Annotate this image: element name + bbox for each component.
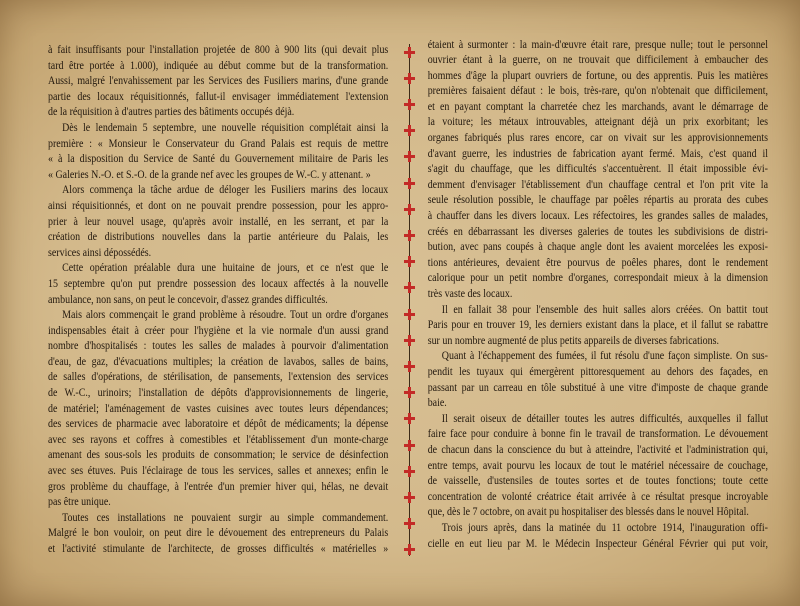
text-line: d'avant guerre, les industries de fabrication ayant fermé. Mais, c'est quand il [427, 145, 768, 160]
text-line: très vaste des locaux. [427, 286, 513, 300]
red-cross-icon [404, 99, 415, 110]
text-line: ouvrier étant à la guerre, on ne trouvait que difficilement à embaucher des [427, 52, 768, 67]
text-line: Il en fallait 38 pour l'ensemble des huit salles alors créées. On battit tout [441, 301, 768, 316]
red-cross-icon [404, 413, 415, 424]
text-line: Mais alors commençait le grand problème à résoudre. Tout un ordre d'organes [62, 307, 389, 322]
paragraph [428, 520, 768, 551]
text-line: à fait insuffisants pour l'installation projetée de 800 à 900 lits (qui devait plus [48, 42, 389, 56]
paragraph [428, 37, 768, 302]
text-line: ainsi réquisitionnés, et dont on ne pouvait prendre possession, pour les appro- [48, 197, 389, 212]
center-rule [409, 44, 410, 556]
text-line: la voiture; les métaux introuvables, atteignant déjà un prix exorbitant; les [427, 114, 768, 129]
text-line: services ainsi dépossédés. [48, 244, 152, 259]
text-line: Paris pour en trouver 19, les derniers existant dans la place, et il fallut se rabattre [427, 317, 768, 332]
text-line: première : « Monsieur le Conservateur du Grand Palais est requis de mettre [48, 135, 389, 150]
text-line: Toutes ces installations ne pouvaient surgir au simple commandement. [62, 509, 389, 524]
text-line: prier à leur nouvel usage, qu'après avoir installé, en les serrant, et par la [48, 213, 389, 228]
red-cross-icon [404, 544, 415, 555]
text-line: ambulance, non sans, on peut le concevoir, d'assez grandes difficultés. [48, 291, 328, 306]
text-line: hommes d'âge la plupart ouvriers de fortune, ou des apprentis. Puis les matières [427, 67, 768, 82]
text-line: pas être unique. [48, 494, 111, 509]
red-cross-icon [404, 178, 415, 189]
text-line: « à la disposition du Service de Santé du Gouvernement militaire de Paris les [48, 151, 389, 166]
text-line: des services de pharmacie avec laboratoire et dépôt de médicaments; la dépense [48, 416, 389, 431]
text-line: de vaisselle, d'ustensiles de toutes sortes et de toutes fonctions; toute cette [427, 473, 768, 488]
text-line: et en payant comptant la charretée chez les marchands, avant le démarrage de [427, 98, 768, 113]
text-line: de la réquisition à d'autres parties des bâtiments occupés déjà. [48, 104, 295, 119]
text-line: concentration de volonté créatrice était arrivée à ce résultat presque incroyable [427, 488, 768, 503]
red-cross-icon [404, 73, 415, 84]
left-page-text [48, 42, 388, 557]
text-line: Il serait oiseux de détailler toutes les autres difficultés, auxquelles il fallut [441, 410, 768, 425]
right-page-text [428, 37, 768, 552]
text-line: avec ses étuves. Puis l'éclairage de tous les services, salles et annexes; enfin le [48, 463, 389, 478]
text-line: d'eau, de gaz, d'évacuations multiples; la création de lavabos, salles de bains, [48, 353, 389, 368]
text-line: faire face pour conduire à bonne fin le travail de transformation. Le dévouement [427, 426, 768, 441]
red-cross-icon [404, 230, 415, 241]
text-line: Cette opération préalable dura une huitaine de jours, et ce n'est que le [62, 260, 389, 275]
text-line: cielle en eut lieu par M. le Médecin Inspecteur Général Février qui put voir, [427, 535, 768, 550]
paragraph [48, 120, 388, 182]
paragraph [48, 260, 388, 307]
text-line: 15 septembre qu'on put prendre possession des locaux affectés à la nouvelle [48, 275, 389, 290]
paragraph [428, 348, 768, 410]
red-cross-icon [404, 335, 415, 346]
text-line: premières faisaient défaut : le bois, très-rare, qu'on n'obtenait que difficilement, [427, 83, 768, 98]
text-line: pendit les tuyaux qui émergèrent pittoresquement au dehors des façades, en [427, 363, 768, 378]
red-cross-icon [404, 282, 415, 293]
red-cross-icon [404, 309, 415, 320]
text-line: que, dès le 7 octobre, on avait pu hospitaliser des blessés dans le nouvel Hôpital. [427, 504, 749, 519]
text-line: Quant à l'échappement des fumées, il fut résolu d'une façon simpliste. On sus- [441, 348, 768, 363]
text-line: tard être portée à 1.000), indiquée au début comme but de la transformation. [48, 57, 389, 72]
cross-border-ornament [403, 44, 416, 556]
text-line: gros problème du chauffage, à l'entrée d'un premier hiver qui, hélas, ne devait [48, 478, 389, 493]
text-line: tions antérieures, devaient être pourvus de poêles phares, dont le rendement [427, 254, 768, 269]
paragraph [48, 42, 388, 120]
paragraph [428, 302, 768, 349]
text-line: créés en débarrassant les diverses galeries de toutes les subdivisions de distri- [427, 223, 768, 238]
text-line: Dès le lendemain 5 septembre, une nouvelle réquisition complétait ainsi la [62, 119, 389, 134]
text-line: organes fabriqués plus rares encore, car on vivait sur les approvisionnements [427, 130, 768, 145]
text-line: Malgré le bon vouloir, on peut dire le dévouement des entrepreneurs du Palais [48, 525, 389, 540]
text-line: calorique pour un petit nombre d'organes, correspondait mieux à la dimension [427, 270, 768, 285]
text-line: et l'activité stimulante de l'architecte, de grosses difficultés « matérielles » [48, 541, 389, 555]
red-cross-icon [404, 204, 415, 215]
red-cross-icon [404, 466, 415, 477]
red-cross-icon [404, 518, 415, 529]
text-line: bution, avec pans coupés à chaque angle dont les avaient morcelées les exposi- [427, 239, 768, 254]
paragraph [48, 182, 388, 260]
text-line: demment d'envisager l'établissement d'un chauffage central et l'on prit vite la [427, 176, 768, 191]
text-line: « Galeries N.-O. et S.-O. de la grande nef avec les groupes de W.-C. y attenant. » [48, 166, 371, 181]
red-cross-icon [404, 47, 415, 58]
text-line: sur un nombre augmenté de plus petits appareils de diverses fabrications. [427, 332, 719, 347]
text-line: de chacun dans la conscience du but à atteindre, l'activité et l'administration qui, [427, 441, 768, 456]
text-line: s'agit du chauffage, que les difficultés s'accentuèrent. Il était impossible évi- [427, 161, 768, 176]
text-line: nombre d'hospitalisés : toutes les salles de malades à pourvoir d'alimentation [48, 338, 389, 353]
red-cross-icon [404, 387, 415, 398]
text-line: passant par un carreau en tôle substitué à une vitre d'imposte de chaque grande [427, 379, 768, 394]
text-line: de W.-C., urinoirs; l'installation de dépôts d'approvisionnements de lingerie, [48, 385, 389, 400]
red-cross-icon [404, 256, 415, 267]
text-line: Alors commença la tâche ardue de déloger les Fusiliers marins des locaux [62, 182, 389, 197]
text-line: baie. [427, 395, 447, 410]
paragraph [428, 411, 768, 520]
text-line: entre temps, avait pourvu les locaux de tout le matériel nécessaire de couchage, [427, 457, 768, 472]
text-line: à chauffer dans les divers locaux. Les réfectoires, les grandes salles de malades, [427, 208, 768, 223]
text-line: seule résolution possible, le chauffage par poêles répartis au prorata des cubes [427, 192, 768, 207]
text-line: Aussi, malgré l'envahissement par les Services des Fusiliers marins, d'une grande [48, 73, 389, 88]
red-cross-icon [404, 361, 415, 372]
red-cross-icon [404, 492, 415, 503]
text-line: création de distributions nouvelles dans la partie antérieure du Palais, les [48, 229, 389, 244]
red-cross-icon [404, 125, 415, 136]
text-line: de matériel; l'aménagement de vastes cuisines avec toutes leurs dépendances; [48, 400, 389, 415]
text-line: indispensables était à créer pour l'hygiène et la vie normale d'un aussi grand [48, 322, 389, 337]
paragraph [48, 307, 388, 510]
red-cross-icon [404, 151, 415, 162]
text-line: de salles d'opérations, de stérilisation, de pansements, l'extension des services [48, 369, 389, 384]
text-line: amenant des sous-sols les produits de consommation; le service de désinfection [48, 447, 389, 462]
text-line: partie des locaux réquisitionnés, fallut-il envisager immédiatement l'extension [48, 88, 389, 103]
red-cross-icon [404, 440, 415, 451]
text-line: Trois jours après, dans la matinée du 11 octobre 1914, l'inauguration offi- [441, 519, 768, 534]
text-line: avec ses rayons et coffres à comestibles et l'établissement d'un monte-charge [48, 431, 389, 446]
paragraph [48, 510, 388, 557]
text-line: étaient à surmonter : la main-d'œuvre était rare, presque nulle; tout le personnel [427, 36, 768, 51]
